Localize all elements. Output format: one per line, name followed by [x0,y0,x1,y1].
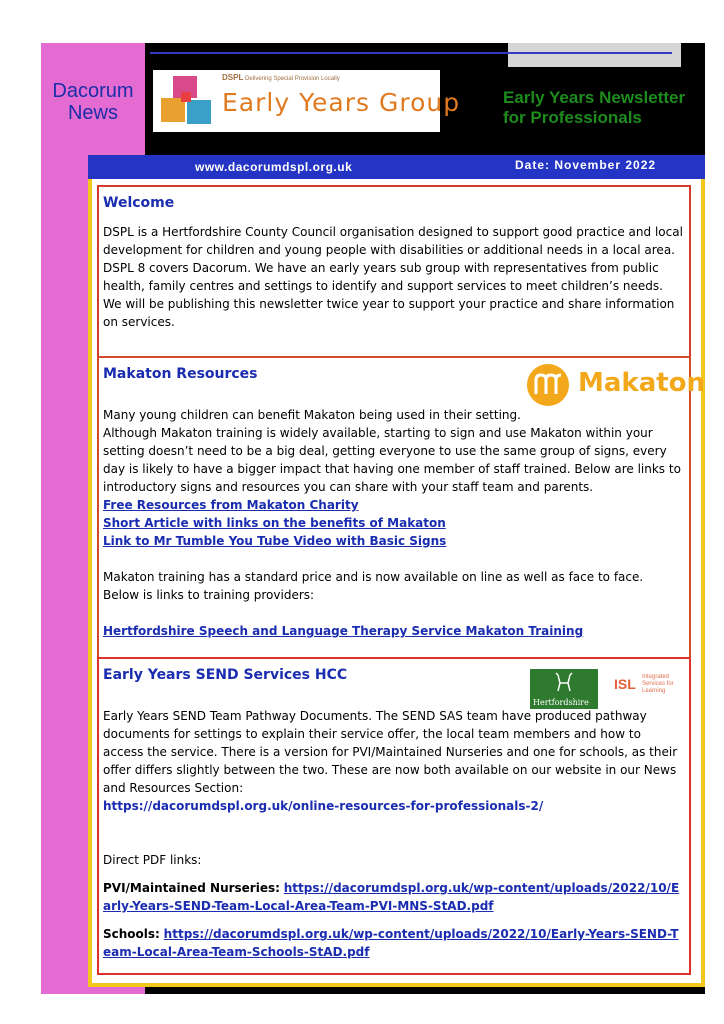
resources-page-link[interactable]: https://dacorumdspl.org.uk/online-resources-for-professionals-2/ [103,799,544,813]
website-link[interactable]: www.dacorumdspl.org.uk [195,160,353,174]
send-section [97,657,691,975]
dspl-subtitle: Delivering Special Provision Locally [245,76,340,82]
pvi-label: PVI/Maintained Nurseries: [103,881,280,895]
makaton-content [103,406,683,640]
hertfordshire-logo [530,669,598,709]
welcome-title: Welcome [103,195,175,211]
info-bar [88,155,705,179]
send-body: Early Years SEND Team Pathway Documents. The SEND SAS team have produced pathway documents for settings to explain their service offer, the local team members and how to access the service. There is a version for PVI/Maintained Nurseries and one for schools, as their offer differs slightly between the two. These are now both available on our website in our News and Resources Section: [103,709,678,795]
schools-label: Schools: [103,927,160,941]
isl-subtitle: Integrated Services for Learning [642,674,674,694]
isl-wordmark: ISL [614,676,636,692]
welcome-body: DSPL is a Hertfordshire County Council organisation designed to support good practice and local development for children and young people with disabilities or additional needs in a local area. DSPL 8 covers Dacorum. We have an early years sub group with representatives from public health, family centres and settings to identify and support services to meet children’s needs. We will be publishing this newsletter twice year to support your practice and share information on services. [103,225,683,329]
header-rule [150,52,672,54]
direct-pdf-label: Direct PDF links: [103,853,202,867]
issue-date: Date: November 2022 [515,158,657,172]
hertfordshire-wordmark: Hertfordshire [533,698,589,707]
send-content [103,707,683,961]
dspl-logo-tag [222,74,340,83]
dspl-label: DSPL [222,73,244,82]
makaton-intro: Many young children can benefit Makaton being used in their setting. [103,408,521,422]
makaton-title: Makaton Resources [103,366,258,382]
newsletter-tagline: Early Years Newsletter for Professionals [503,88,686,127]
pvi-pdf-row [103,879,683,915]
makaton-wordmark: Makaton [578,368,706,398]
makaton-training-link[interactable]: Hertfordshire Speech and Language Therapy Service Makaton Training [103,624,584,638]
schools-pdf-row [103,925,683,961]
header-tab [508,43,681,67]
isl-logo [614,674,684,708]
pvi-pdf-link[interactable]: https://dacorumdspl.org.uk/wp-content/uploads/2022/10/Early-Years-SEND-Team-Local-Area-Team-PVI-MNS-StAD.pdf [103,881,680,913]
send-title: Early Years SEND Services HCC [103,667,348,683]
masthead-title: Dacorum News [52,80,134,124]
makaton-body: Although Makaton training is widely available, starting to sign and use Makaton within your setting doesn’t need to be a big deal, getting everyone to use the same group of signs, every day is likely to have a bigger impact that having one member of staff trained. Below are links to introductory signs and resources you can share with your staff team and parents. [103,426,681,494]
hart-icon [552,671,576,695]
building-blocks-icon [157,72,217,130]
makaton-logo [524,362,706,408]
schools-pdf-link[interactable]: https://dacorumdspl.org.uk/wp-content/uploads/2022/10/Early-Years-SEND-Team-Local-Area-Team-Schools-StAD.pdf [103,927,679,959]
logo-wordmark: Early Years Group [222,88,461,117]
mr-tumble-video-link[interactable]: Link to Mr Tumble You Tube Video with Basic Signs [103,534,447,548]
makaton-training-text: Makaton training has a standard price and is now available on line as well as face to face. Below is links to training providers: [103,570,644,602]
welcome-section [97,185,691,358]
makaton-resources-link[interactable]: Free Resources from Makaton Charity [103,498,359,512]
makaton-article-link[interactable]: Short Article with links on the benefits of Makaton [103,516,446,530]
makaton-emblem-icon [524,362,572,408]
